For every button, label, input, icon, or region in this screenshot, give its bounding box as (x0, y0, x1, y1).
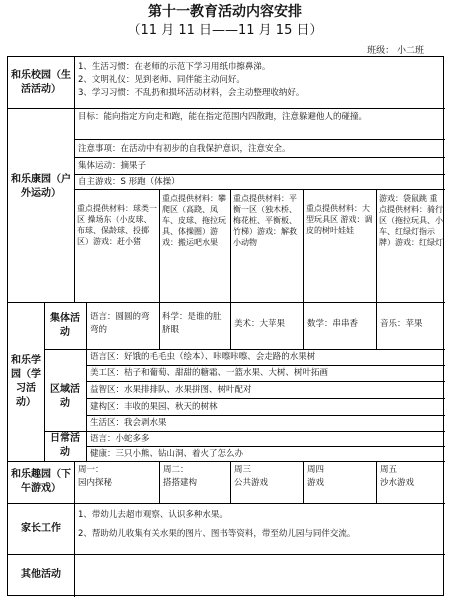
group-activity: 数学：串串香 (307, 319, 359, 329)
document-title: 第十一教育活动内容安排 (148, 4, 302, 20)
play-activity: 公共游戏 (234, 478, 269, 488)
outdoor-zone: 重点提供材料：球类一区 操场东（小皮球、布球、保龄球、投掷区）游戏：赶小猪 (77, 204, 157, 246)
group-activity: 科学：是谁的肚脐眼 (162, 312, 222, 335)
area-activity: 美工区：桔子和葡萄、甜甜的糖霜、一篮水果、大树、树叶拓画 (90, 368, 329, 378)
area-activity: 建构区：丰收的果园、秋天的树林 (90, 402, 218, 412)
schedule-table (7, 56, 444, 596)
group-activity: 音乐：苹果 (380, 319, 423, 329)
play-day-cell (380, 464, 442, 490)
play-day-cell (307, 464, 373, 490)
area-activity: 语言区：好饿的毛毛虫（绘本）、咔嚓咔嚓、会走路的水果树 (90, 352, 316, 362)
play-day: 周二： (163, 465, 189, 475)
group-activity: 语言：圆圆的弯弯的 (90, 312, 150, 335)
play-day-cell (163, 464, 228, 490)
daily-activity: 健康：三只小熊、钻山洞、着火了怎么办 (90, 449, 244, 459)
play-day-cell (78, 464, 157, 490)
play-activity: 搭搭建构 (163, 478, 198, 488)
learn-daily-label: 日常活动 (50, 433, 80, 458)
list-item: 1、带幼儿去超市观察、认识多种水果。 (78, 510, 228, 520)
play-day: 周一： (78, 465, 104, 475)
other-row-label: 其他活动 (21, 569, 61, 580)
learn-group-label: 集体活动 (50, 313, 80, 338)
class-label: 班级： 小二班 (367, 46, 424, 56)
learn-row-label: 和乐学园（学习活动） (11, 355, 41, 408)
life-items (78, 61, 442, 100)
play-day-cell (234, 464, 300, 490)
list-item: 2、文明礼仪：见到老师、同伴能主动问好。 (78, 75, 245, 85)
outdoor-zone: 游戏：袋鼠跳 重点提供材料：骑行区（拖拉玩具、小车、红绿灯指示牌）游戏：红绿灯 (379, 194, 443, 247)
outdoor-zone: 重点提供材料：平衡一区（独木桥、梅花桩、平衡板、竹梯）游戏：解救小动物 (233, 194, 297, 247)
outdoor-zone: 重点提供材料：攀爬区（高跷、凤车、皮球、拖拉玩具、体操圈）游戏：搬运吧水果 (162, 194, 226, 247)
play-day: 周四 (307, 465, 325, 475)
parents-items (78, 509, 442, 541)
daily-activity: 语言：小蛇多多 (90, 434, 150, 444)
area-activity: 益智区：水果排排队、水果拼图、树叶配对 (90, 385, 252, 395)
list-item: 3、学习习惯：不乱扔和损坏活动材料，会主动整理收纳好。 (78, 88, 305, 98)
group-activity: 美术：大苹果 (234, 319, 286, 329)
learn-area-label: 区域活动 (50, 384, 80, 409)
area-activity: 生活区：我会剥水果 (90, 418, 167, 428)
outdoor-group-game: 集体运动：摘果子 (78, 161, 147, 171)
play-activity: 游戏 (307, 478, 325, 488)
outdoor-goal: 目标：能向指定方向走和跑，能在指定范围内四散跑，注意躲避他人的碰撞。 (78, 112, 368, 122)
list-item: 1、生活习惯：在老师的示范下学习用纸巾擦鼻涕。 (78, 62, 271, 72)
play-row-label: 和乐趣园（下午游戏） (11, 469, 71, 494)
list-item: 2、帮助幼儿收集有关水果的图片、图书等资料，带至幼儿园与同伴交流。 (78, 529, 356, 539)
play-activity: 园内探秘 (78, 478, 113, 488)
outdoor-zone: 重点提供材料：大型玩具区 游戏：调皮的树叶娃娃 (306, 204, 373, 235)
outdoor-note: 注意事项：在活动中有初步的自我保护意识，注意安全。 (78, 144, 291, 154)
outdoor-free-game: 自主游戏：S 形跑（体操） (78, 177, 180, 187)
outdoor-row-label: 和乐康园（户外运动） (11, 174, 71, 199)
other-activities-content (78, 557, 442, 593)
document-dates: （11 月 11 日——11 月 15 日） (127, 23, 323, 38)
play-day: 周五 (380, 465, 398, 475)
play-day: 周三 (234, 465, 252, 475)
play-activity: 沙水游戏 (380, 478, 415, 488)
life-row-label: 和乐校园（生活活动） (11, 70, 71, 95)
parents-row-label: 家长工作 (21, 522, 61, 534)
